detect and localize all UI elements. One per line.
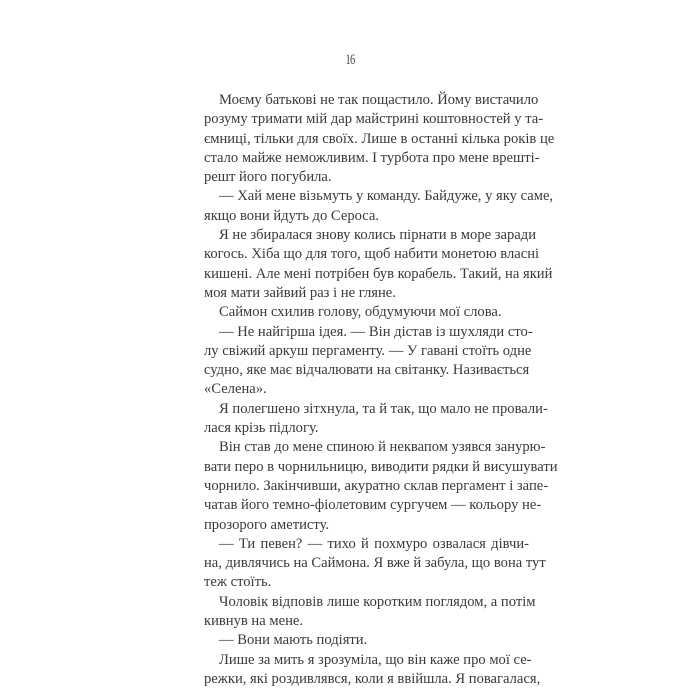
text-line: «Селена». [204, 381, 267, 398]
text-line: моя мати зайвий раз і не гляне. [204, 284, 396, 301]
text-line: прозорого аметисту. [204, 516, 330, 533]
text-line: лася крізь підлогу. [204, 420, 319, 437]
text-line: Чоловік відповів лише коротким поглядом, а потім [219, 593, 536, 610]
text-line: — Вони мають подіяти. [219, 632, 368, 649]
text-line: Я полегшено зітхнула, та й так, що мало не провали- [219, 400, 548, 417]
text-line: стало майже неможливим. І турбота про мене врешті- [204, 149, 540, 166]
text-line: Я не збиралася знову колись пірнати в море заради [219, 227, 537, 244]
text-line: теж стоїть. [204, 574, 272, 591]
text-line: — Не найгірша ідея. — Він дістав із шухляди сто- [219, 323, 533, 340]
text-line: чатав його темно-фіолетовим сургучем — кольору не- [204, 497, 542, 514]
text-line: кивнув на мене. [204, 613, 304, 630]
text-line: лу свіжий аркуш пергаменту. — У гавані стоїть одне [204, 342, 532, 359]
text-line: Він став до мене спиною й неквапом узявся занурю- [219, 439, 546, 456]
text-line: кишені. Але мені потрібен був корабель. Такий, на який [204, 265, 553, 282]
text-line: — Хай мене візьмуть у команду. Байдуже, у яку саме, [219, 188, 554, 205]
text-line: вати перо в чорнильницю, виводити рядки й висушувати [204, 458, 558, 475]
page-number: 16 [345, 52, 355, 68]
text-line: ємниці, тільки для своїх. Лише в останні кілька років це [204, 130, 555, 147]
body-text [204, 91, 558, 689]
text-line: когось. Хіба що для того, щоб набити монетою власні [204, 246, 540, 263]
text-line: Лише за мить я зрозуміла, що він каже про мої се- [219, 651, 532, 668]
text-line: решт його погубила. [204, 169, 332, 186]
text-line: режки, які роздивлявся, коли я ввійшла. Я повагалася, [204, 670, 541, 687]
text-line: Саймон схилив голову, обдумуючи мої слова. [219, 304, 502, 321]
text-line: Моєму батькові не так пощастило. Йому вистачило [219, 92, 539, 108]
text-line: судно, яке має відчалювати на світанку. Називається [204, 362, 530, 379]
text-line: — Ти певен? — тихо й похмуро озвалася дівчи- [219, 535, 529, 552]
text-line: якщо вони йдуть до Сероса. [204, 207, 380, 224]
text-line: на, дивлячись на Саймона. Я вже й забула, що вона тут [204, 555, 546, 572]
text-line: чорнило. Закінчивши, акуратно склав пергамент і запе- [204, 477, 549, 494]
text-line: розуму тримати мій дар майстрині коштовностей у та- [204, 111, 544, 128]
